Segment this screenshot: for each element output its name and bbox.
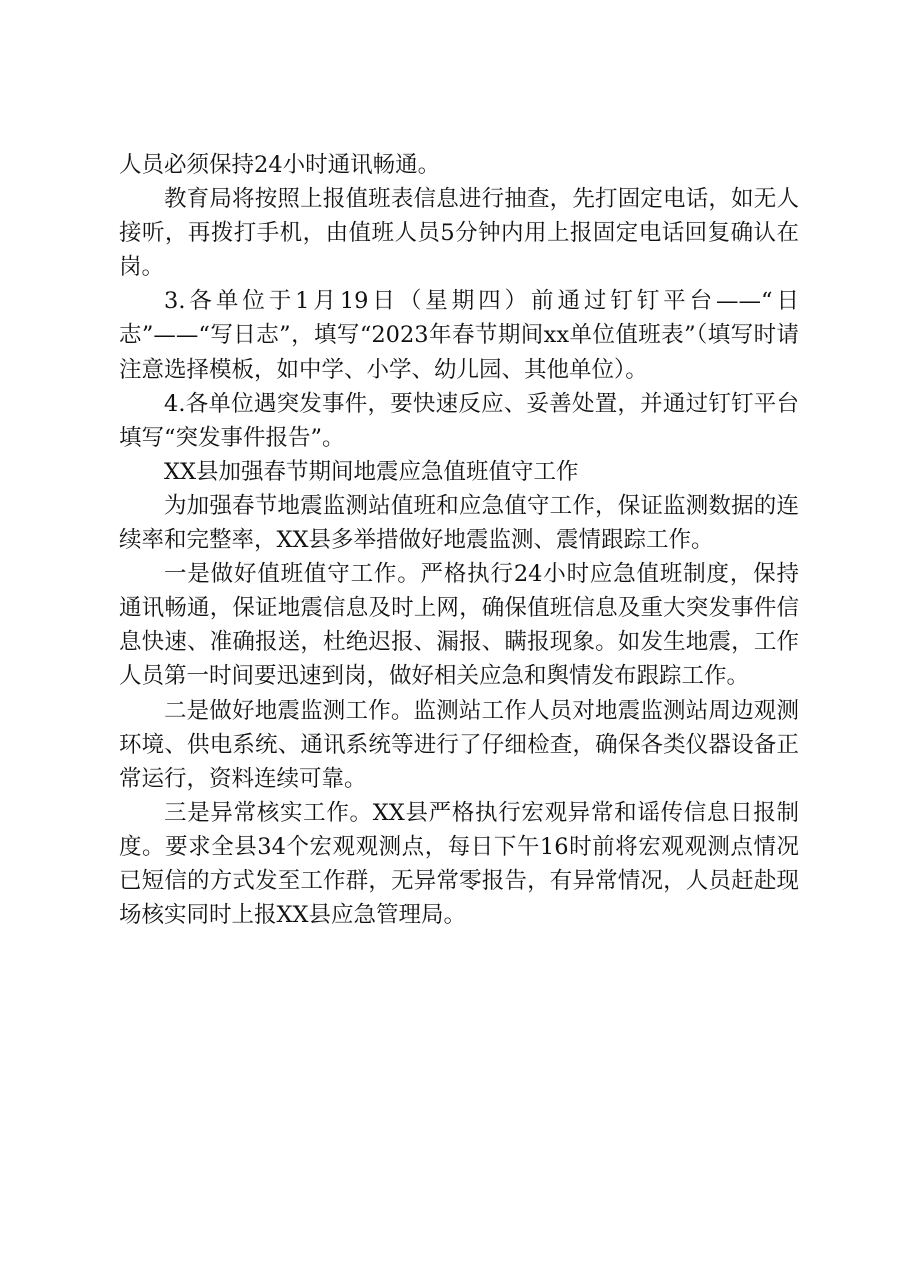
paragraph-spot-check: 教育局将按照上报值班表信息进行抽查，先打固定电话，如无人接听，再拨打手机，由值班人员5分钟内用上报固定电话回复确认在岗。 bbox=[119, 186, 799, 281]
document-page bbox=[119, 148, 799, 932]
paragraph-continuation: 人员必须保持24小时通讯畅通。 bbox=[119, 152, 441, 178]
paragraph-verification: 三是异常核实工作。XX县严格执行宏观异常和谣传信息日报制度。要求全县34个宏观观测点，每日下午16时前将宏观观测点情况已短信的方式发至工作群，无异常零报告，有异常情况，人员赶赴现场核实同时上报XX县应急管理局。 bbox=[119, 799, 799, 929]
paragraph-item-3: 3.各单位于1月19日（星期四）前通过钉钉平台——“日志”——“写日志”，填写“2023年春节期间xx单位值班表”（填写时请注意选择模板，如中学、小学、幼儿园、其他单位）。 bbox=[119, 288, 799, 383]
paragraph-intro: 为加强春节地震监测站值班和应急值守工作，保证监测数据的连续率和完整率，XX县多举措做好地震监测、震情跟踪工作。 bbox=[119, 492, 799, 554]
paragraph-item-4: 4.各单位遇突发事件，要快速反应、妥善处置，并通过钉钉平台填写“突发事件报告”。 bbox=[119, 390, 799, 451]
paragraph-monitoring: 二是做好地震监测工作。监测站工作人员对地震监测站周边观测环境、供电系统、通讯系统等进行了仔细检查，确保各类仪器设备正常运行，资料连续可靠。 bbox=[119, 697, 799, 792]
section-heading: XX县加强春节期间地震应急值班值守工作 bbox=[164, 458, 579, 485]
paragraph-duty: 一是做好值班值守工作。严格执行24小时应急值班制度，保持通讯畅通，保证地震信息及时上网，确保值班信息及重大突发事件信息快速、准确报送，杜绝迟报、漏报、瞒报现象。如发生地震，工作人员第一时间要迅速到岗，做好相关应急和舆情发布跟踪工作。 bbox=[119, 561, 799, 690]
